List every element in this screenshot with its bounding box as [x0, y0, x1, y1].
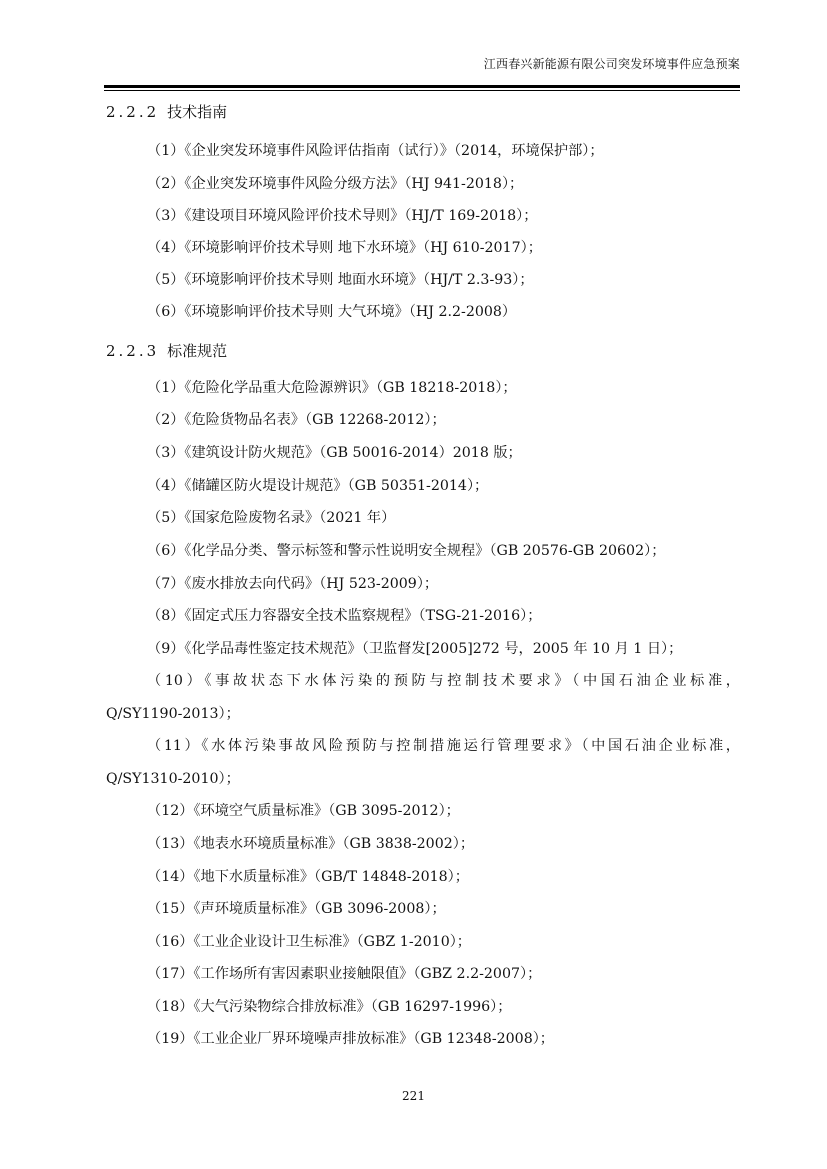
list-item: （4）《储罐区防火堤设计规范》（GB 50351-2014）；	[147, 478, 489, 494]
list-item: （1）《危险化学品重大危险源辨识》（GB 18218-2018）；	[147, 380, 517, 396]
list-item: （5）《国家危险废物名录》（2021 年）	[147, 510, 396, 526]
list-item: （15）《声环境质量标准》（GB 3096-2008）；	[147, 901, 446, 917]
list-item: （2）《企业突发环境事件风险分级方法》（HJ 941-2018）；	[147, 176, 524, 192]
list-item: （18）《大气污染物综合排放标准》（GB 16297-1996）；	[147, 999, 512, 1015]
list-item: （6）《环境影响评价技术导则 大气环境》（HJ 2.2-2008）	[147, 304, 517, 320]
section-heading-standards	[106, 341, 227, 361]
list-item: （4）《环境影响评价技术导则 地下水环境》（HJ 610-2017）；	[147, 240, 542, 256]
list-item: （6）《化学品分类、警示标签和警示性说明安全规程》（GB 20576-GB 20602）；	[147, 543, 666, 559]
list-item: （2）《危险货物品名表》（GB 12268-2012）；	[147, 412, 446, 428]
section-number: 2.2.2	[106, 103, 160, 121]
page-header: 江西春兴新能源有限公司突发环境事件应急预案	[483, 57, 740, 71]
list-item: （19）《工业企业厂界环境噪声排放标准》（GB 12348-2008）；	[147, 1031, 554, 1047]
header-rule-thin	[104, 90, 740, 91]
header-rule-thick	[104, 85, 740, 88]
list-item: （17）《工作场所有害因素职业接触限值》（GBZ 2.2-2007）；	[147, 966, 542, 982]
section-title: 标准规范	[167, 342, 228, 360]
section-number: 2.2.3	[106, 342, 160, 360]
list-item-continuation: Q/SY1190-2013）；	[106, 706, 240, 722]
page-number: 221	[402, 1089, 425, 1103]
list-item: （9）《化学品毒性鉴定技术规范》（卫监督发[2005]272 号，2005 年 10 月 1 日）；	[147, 641, 683, 657]
list-item-continuation: Q/SY1310-2010）；	[106, 771, 240, 787]
list-item: （16）《工业企业设计卫生标准》（GBZ 1-2010）；	[147, 934, 471, 950]
section-heading-technical-guidelines	[106, 102, 227, 122]
list-item: （7）《废水排放去向代码》（HJ 523-2009）；	[147, 576, 439, 592]
list-item: （11）《水体污染事故风险预防与控制措施运行管理要求》（中国石油企业标准，	[147, 738, 740, 754]
list-item: （10）《事故状态下水体污染的预防与控制技术要求》（中国石油企业标准，	[147, 673, 740, 689]
list-item: （3）《建筑设计防火规范》（GB 50016-2014）2018 版；	[147, 445, 522, 461]
list-item: （1）《企业突发环境事件风险评估指南（试行）》（2014，环境保护部）；	[147, 143, 604, 159]
list-item: （5）《环境影响评价技术导则 地面水环境》（HJ/T 2.3-93）；	[147, 272, 534, 288]
list-item: （12）《环境空气质量标准》（GB 3095-2012）；	[147, 803, 460, 819]
section-title: 技术指南	[167, 103, 228, 121]
list-item: （13）《地表水环境质量标准》（GB 3838-2002）；	[147, 836, 475, 852]
list-item: （8）《固定式压力容器安全技术监察规程》（TSG-21-2016）；	[147, 608, 542, 624]
list-item: （14）《地下水质量标准》（GB/T 14848-2018）；	[147, 869, 469, 885]
list-item: （3）《建设项目环境风险评价技术导则》（HJ/T 169-2018）；	[147, 208, 538, 224]
